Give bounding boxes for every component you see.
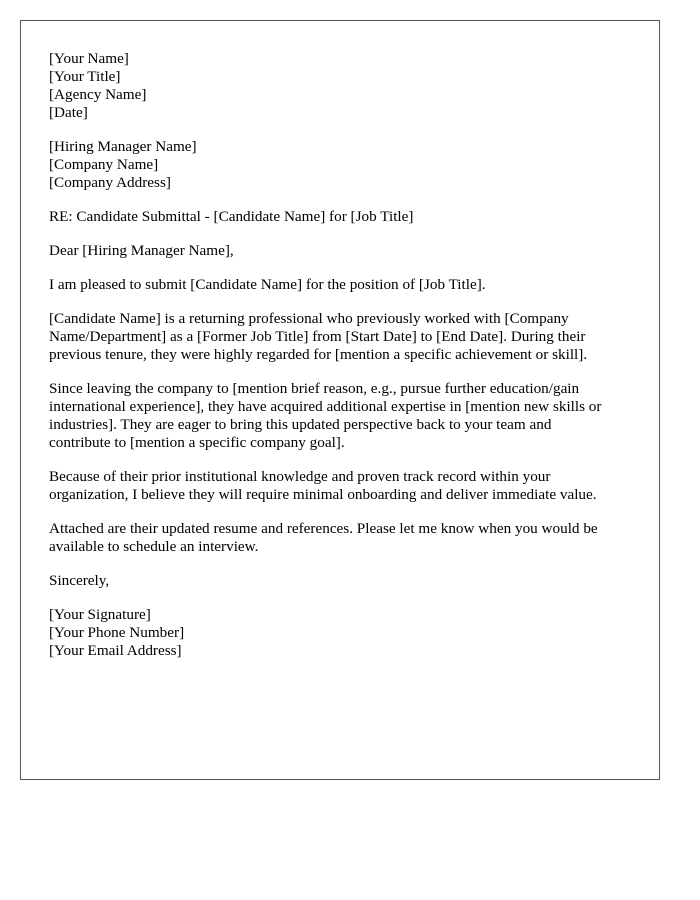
sender-block — [49, 50, 639, 122]
signature-line: [Your Signature] — [49, 606, 151, 623]
body-line: Because of their prior institutional knowledge and proven track record within your — [49, 468, 551, 485]
body-line: I am pleased to submit [Candidate Name] for the position of [Job Title]. — [49, 276, 486, 293]
salutation: Dear [Hiring Manager Name], — [49, 242, 234, 259]
recipient-address: [Company Address] — [49, 174, 171, 191]
body-line: previous tenure, they were highly regarded for [mention a specific achievement or skill]. — [49, 346, 588, 363]
closing: Sincerely, — [49, 572, 110, 589]
body-line: Since leaving the company to [mention brief reason, e.g., pursue further education/gain — [49, 380, 580, 397]
body-paragraph-5 — [49, 520, 639, 556]
body-paragraph-3 — [49, 380, 639, 452]
email-line: [Your Email Address] — [49, 642, 182, 659]
body-line: international experience], they have acquired additional expertise in [mention new skills or — [49, 398, 602, 415]
body-line: contribute to [mention a specific company goal]. — [49, 434, 345, 451]
body-line: Attached are their updated resume and references. Please let me know when you would be — [49, 520, 598, 537]
body-paragraph-1 — [49, 276, 639, 294]
body-line: [Candidate Name] is a returning professional who previously worked with [Company — [49, 310, 569, 327]
sender-name: [Your Name] — [49, 50, 129, 67]
phone-line: [Your Phone Number] — [49, 624, 185, 641]
body-line: Name/Department] as a [Former Job Title] from [Start Date] to [End Date]. During their — [49, 328, 586, 345]
body-paragraph-4 — [49, 468, 639, 504]
body-line: industries]. They are eager to bring this updated perspective back to your team and — [49, 416, 552, 433]
recipient-company: [Company Name] — [49, 156, 159, 173]
sender-agency: [Agency Name] — [49, 86, 147, 103]
signature-block — [49, 606, 639, 660]
subject-line: RE: Candidate Submittal - [Candidate Name] for [Job Title] — [49, 208, 414, 225]
recipient-manager: [Hiring Manager Name] — [49, 138, 197, 155]
letter-date: [Date] — [49, 104, 88, 121]
sender-title: [Your Title] — [49, 68, 121, 85]
recipient-block — [49, 138, 639, 192]
letter-page — [20, 20, 660, 780]
body-line: organization, I believe they will require minimal onboarding and deliver immediate value. — [49, 486, 597, 503]
body-line: available to schedule an interview. — [49, 538, 259, 555]
letter-content — [49, 50, 639, 676]
body-paragraph-2 — [49, 310, 639, 364]
